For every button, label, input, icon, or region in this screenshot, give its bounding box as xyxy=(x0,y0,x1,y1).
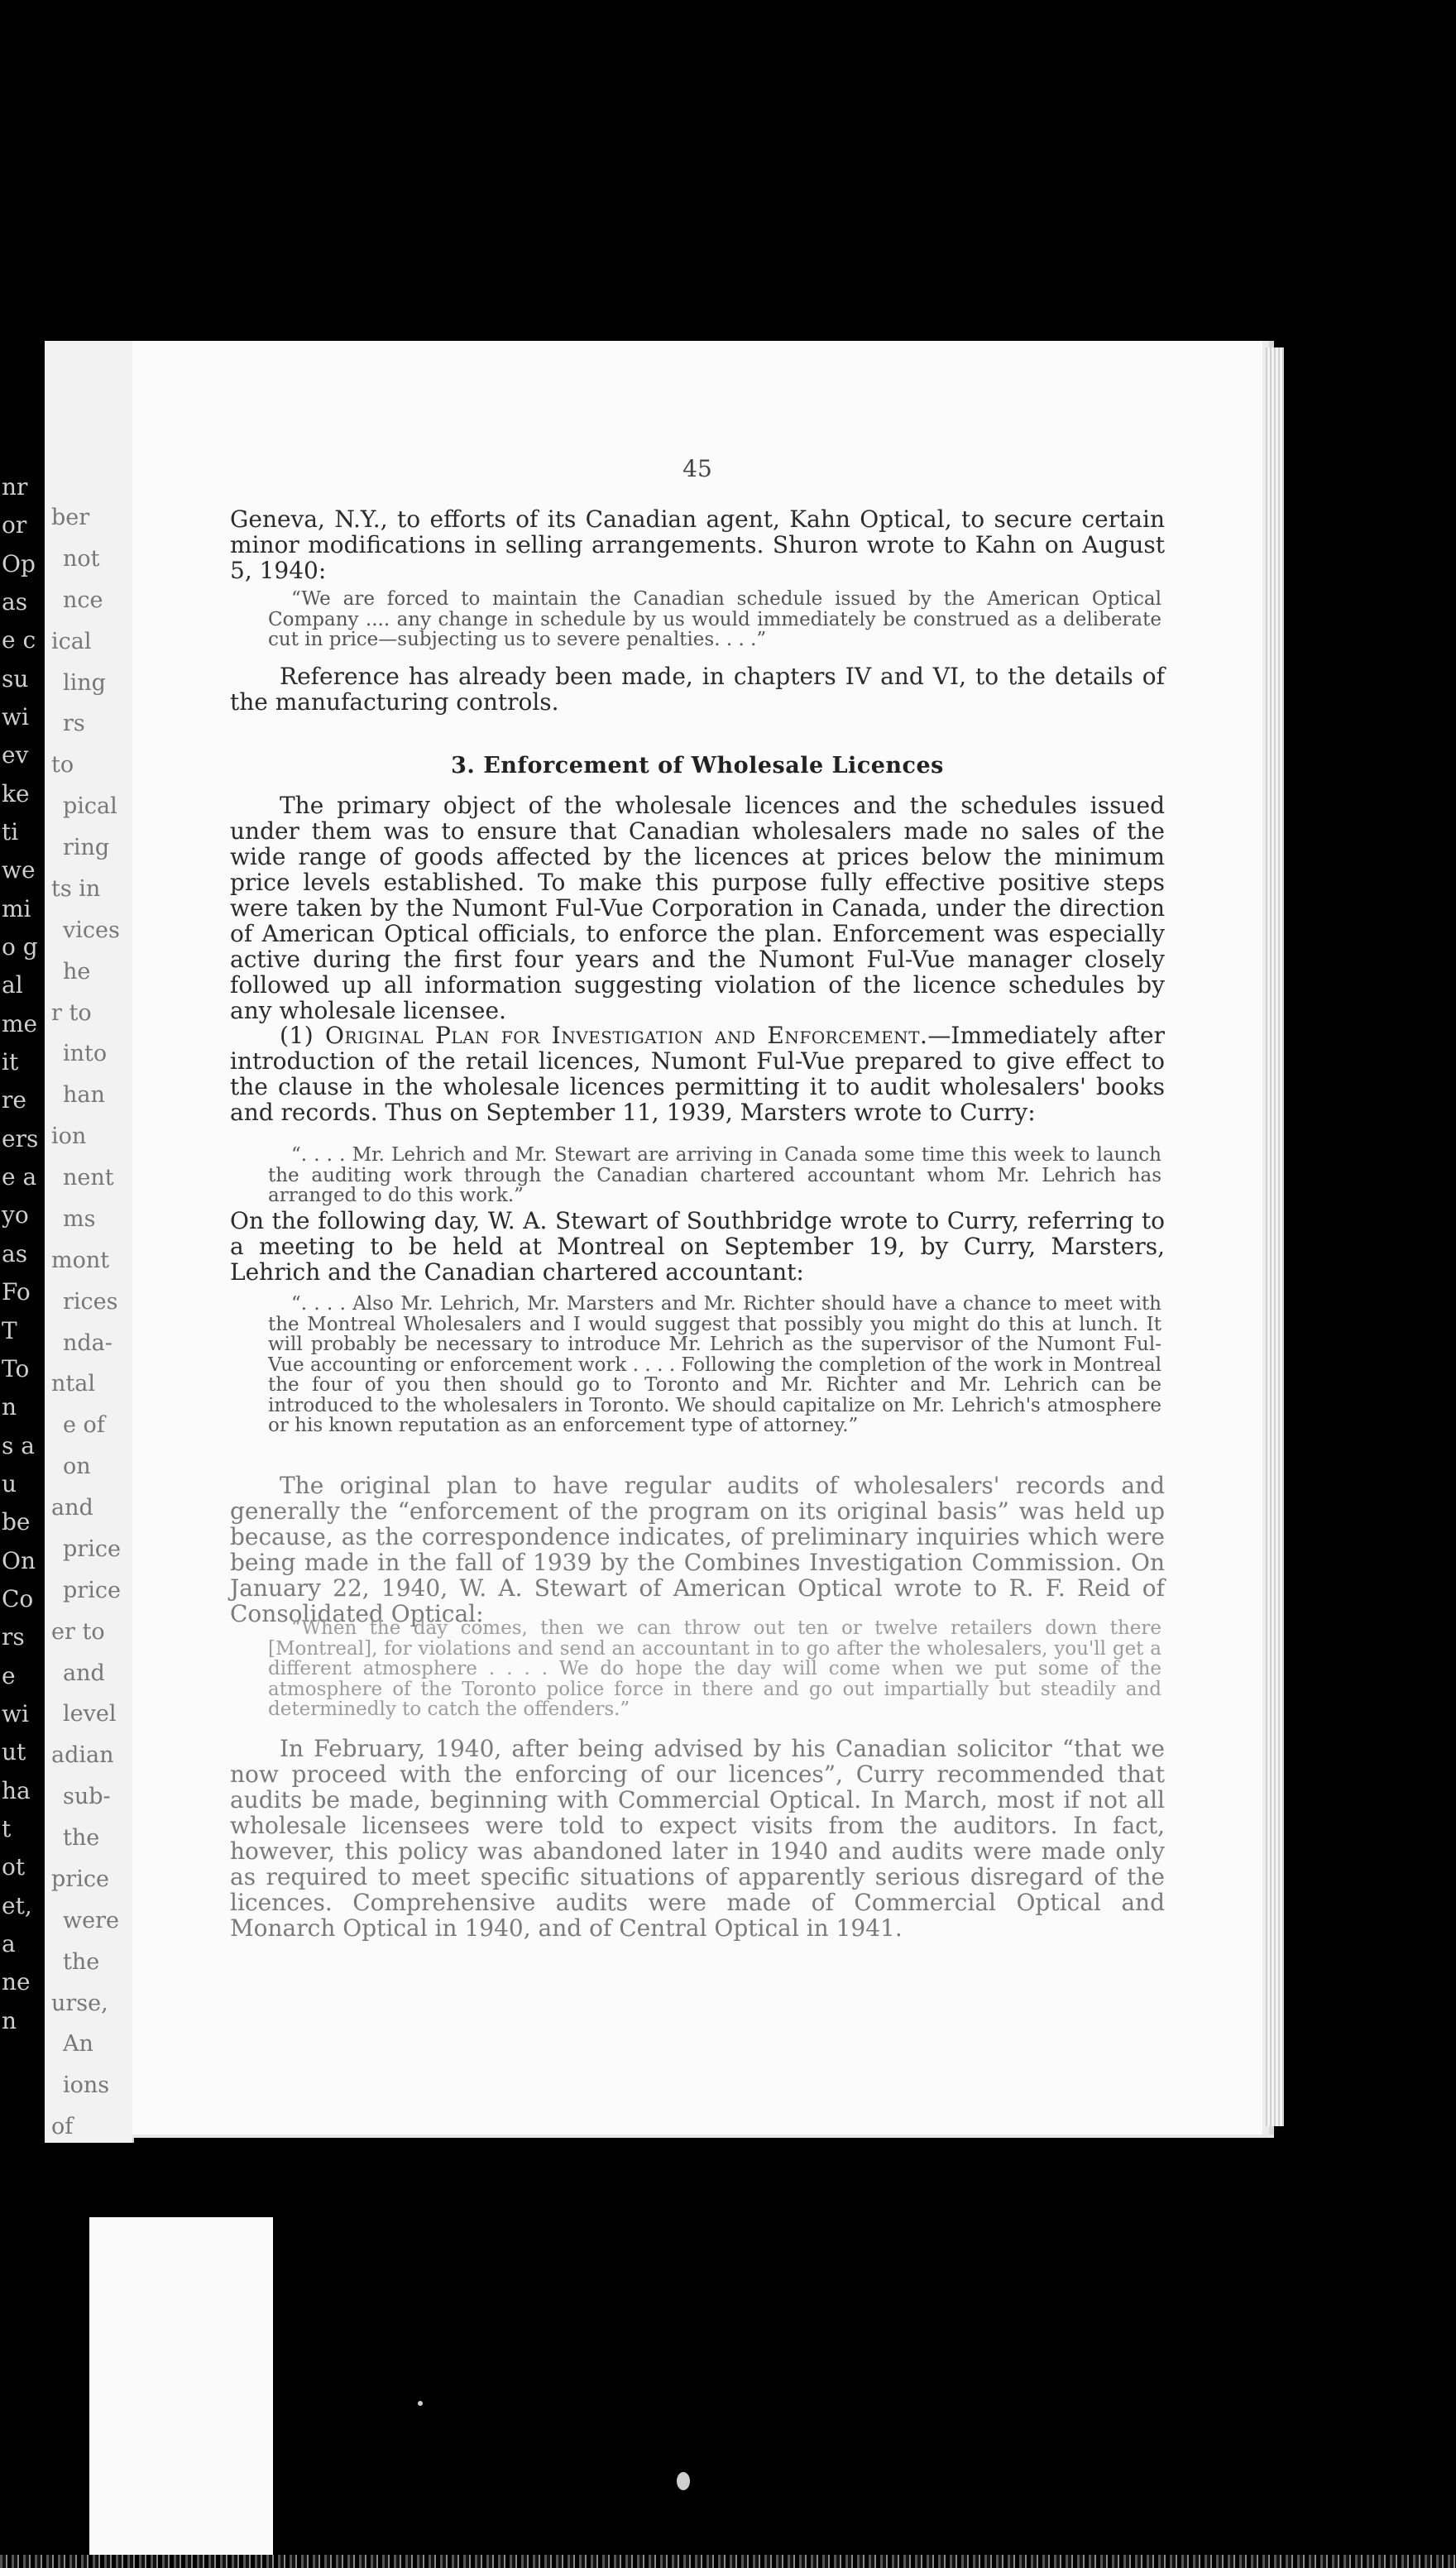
block-quote xyxy=(230,589,1165,650)
facing-page-fragment: price xyxy=(51,1866,109,1892)
facing-page-fragment: adian xyxy=(51,1742,114,1768)
edge-fragment: al xyxy=(2,971,23,999)
edge-fragment: re xyxy=(2,1086,26,1114)
facing-page-fragment: level xyxy=(63,1701,117,1727)
edge-fragment: et, xyxy=(2,1892,32,1919)
facing-page-fragment: ion xyxy=(51,1124,87,1149)
facing-page-fragment: ntal xyxy=(51,1371,95,1397)
edge-fragment: we xyxy=(2,856,36,884)
facing-page-fragment: ling xyxy=(63,670,106,696)
edge-fragment: Co xyxy=(2,1585,34,1612)
paragraph-text: The original plan to have regular audits of wholesalers' records and generally the “enforcement of the program on its original basis” was held up because, as the correspondence indicates, of preliminary inquiries which were being made in the fall of 1939 by the Combines Investigation Commission. On January 22, 1940, W. A. Stewart of American Optical wrote to R. F. Reid of Consolidated Optical: xyxy=(230,1472,1165,1627)
edge-fragment: On xyxy=(2,1547,36,1574)
facing-page-fragment: to xyxy=(51,752,74,778)
block-quote xyxy=(230,1618,1165,1720)
paragraph-text: On the following day, W. A. Stewart of Southbridge wrote to Curry, referring to a meeting to be held at Montreal on September 19, by Curry, Marsters, Lehrich and the Canadian chartered accountant: xyxy=(230,1207,1165,1286)
facing-page-fragment: ber xyxy=(51,505,90,530)
facing-page-fragment: ions xyxy=(63,2072,110,2098)
edge-fragment: Fo xyxy=(2,1278,31,1306)
dust-speck xyxy=(677,2472,690,2490)
edge-fragment: e a xyxy=(2,1163,37,1191)
facing-page-fragment: of xyxy=(51,2114,74,2139)
block-quote xyxy=(230,1294,1165,1436)
facing-page-fragment: nda- xyxy=(63,1330,113,1356)
edge-fragment: yo xyxy=(2,1201,29,1229)
facing-page-fragment: er to xyxy=(51,1619,105,1645)
far-left-page-edge xyxy=(0,331,46,2151)
edge-fragment: wi xyxy=(2,703,29,731)
paragraph xyxy=(230,1023,1165,1125)
facing-page-fragment: han xyxy=(63,1082,105,1108)
edge-fragment: su xyxy=(2,665,29,692)
facing-page-fragment: vices xyxy=(63,917,120,943)
facing-page-fragment: sub- xyxy=(63,1784,111,1809)
paragraph-text: Reference has already been made, in chapters IV and VI, to the details of the manufacturing controls. xyxy=(230,663,1165,716)
facing-page-fragment: nce xyxy=(63,587,103,613)
page-number: 45 xyxy=(682,455,712,482)
facing-page-fragment: e of xyxy=(63,1412,105,1438)
edge-fragment: e c xyxy=(2,626,36,654)
dust-speck xyxy=(418,2401,423,2406)
section-heading xyxy=(230,753,1165,779)
edge-fragment: me xyxy=(2,1010,38,1037)
quote-text: “We are forced to maintain the Canadian schedule issued by the American Optical Company .... any change in schedule by us would immediately be construed as a deliberate cut in price—subjecting us to severe penalties. . . .” xyxy=(268,588,1161,650)
paragraph xyxy=(230,1473,1165,1627)
facing-page-fragment: the xyxy=(63,1825,100,1851)
edge-fragment: ot xyxy=(2,1853,26,1880)
quote-text: “. . . . Also Mr. Lehrich, Mr. Marsters and Mr. Richter should have a chance to meet with the Montreal Wholesalers and I would suggest that possibly you might do this at lunch. It will probably be necessary to introduce Mr. Lehrich as the supervisor of the Numont Ful-Vue accounting or enforcement work . . . . Following the completion of the work in Montreal the four of you then should go to Toronto and Mr. Richter and Mr. Lehrich can be introduced to the wholesalers in Toronto. We should capitalize on Mr. Lehrich's atmosphere or his known reputation as an enforcement type of attorney.” xyxy=(268,1293,1161,1436)
edge-fragment: a xyxy=(2,1930,16,1957)
facing-page-fragment: pical xyxy=(63,793,117,819)
edge-fragment: ne xyxy=(2,1968,31,1995)
paragraph-rest: —Immediately after introduction of the retail licences, Numont Ful-Vue prepared to give effect to the clause in the wholesale licences permitting it to audit wholesalers' books and records. Thus on September 11, 1939, Marsters wrote to Curry: xyxy=(230,1022,1165,1126)
facing-page-fragment: price xyxy=(63,1578,121,1603)
facing-page-fragment: An xyxy=(63,2031,93,2057)
paragraph-text: The primary object of the wholesale licences and the schedules issued under them was to ensure that Canadian wholesalers made no sales of the wide range of goods affected by the licences at prices below the minimum price levels established. To make this purpose fully effective positive steps were taken by the Numont Ful-Vue Corporation in Canada, under the direction of American Optical officials, to enforce the plan. Enforcement was especially active during the first four years and the Numont Ful-Vue manager closely followed up all information suggesting violation of the licence schedules by any wholesale licensee. xyxy=(230,792,1165,1024)
edge-fragment: To xyxy=(2,1355,30,1382)
edge-fragment: T xyxy=(2,1317,17,1344)
paragraph xyxy=(230,1208,1165,1285)
facing-page-fragment: nent xyxy=(63,1165,114,1191)
edge-fragment: wi xyxy=(2,1700,29,1727)
facing-page-fragment: r to xyxy=(51,1000,92,1026)
quote-text: “When the day comes, then we can throw out ten or twelve retailers down there [Montreal], for violations and send an accountant in to go after the wholesalers, you'll get a different atmosphere . . . . We do hope the day will come when we put some of the atmosphere of the Toronto police force in there and go out impartially but steadily and determinedly to catch the offenders.” xyxy=(268,1617,1161,1720)
edge-fragment: o g xyxy=(2,933,38,961)
edge-fragment: t xyxy=(2,1815,12,1842)
facing-page-fragment: price xyxy=(63,1536,121,1562)
facing-page-strip xyxy=(45,341,134,2143)
edge-fragment: as xyxy=(2,588,28,616)
edge-fragment: Op xyxy=(2,550,36,577)
paragraph xyxy=(230,793,1165,1023)
section-heading-text: 3. Enforcement of Wholesale Licences xyxy=(451,753,944,779)
edge-fragment: ut xyxy=(2,1738,26,1766)
paragraph-text: In February, 1940, after being advised by his Canadian solicitor “that we now proceed with the enforcing of our licences”, Curry recommended that audits be made, beginning with Commercial Optical. In March, most if not all wholesale licensees were told to expect visits from the auditors. In fact, however, this policy was abandoned later in 1940 and audits were made only as required to meet specific situations of apparently serious disregard of the licences. Comprehensive audits were made of Commercial Optical and Monarch Optical in 1940, and of Central Optical in 1941. xyxy=(230,1735,1165,1942)
facing-page-fragment: into xyxy=(63,1041,108,1066)
edge-fragment: ha xyxy=(2,1777,31,1804)
subsection-lead: (1) Original Plan for Investigation and Enforcement. xyxy=(280,1022,928,1049)
facing-page-fragment: mont xyxy=(51,1248,110,1273)
paragraph xyxy=(230,1736,1165,1941)
facing-page-fragment: and xyxy=(51,1495,93,1521)
book-page xyxy=(132,341,1274,2138)
edge-fragment: be xyxy=(2,1508,31,1536)
edge-fragment: as xyxy=(2,1240,28,1267)
edge-fragment: s a xyxy=(2,1432,35,1459)
edge-fragment: n xyxy=(2,1393,17,1421)
facing-page-fragment: on xyxy=(63,1454,91,1479)
edge-fragment: rs xyxy=(2,1623,25,1651)
paragraph-text: Geneva, N.Y., to efforts of its Canadian agent, Kahn Optical, to secure certain minor modifications in selling arrangements. Shuron wrote to Kahn on August 5, 1940: xyxy=(230,505,1165,584)
facing-page-fragment: were xyxy=(63,1908,119,1933)
facing-page-fragment: ring xyxy=(63,835,110,860)
edge-fragment: ti xyxy=(2,818,19,846)
edge-fragment: or xyxy=(2,511,27,539)
facing-page-fragment: not xyxy=(63,546,100,572)
edge-fragment: e xyxy=(2,1662,16,1689)
paragraph-text xyxy=(230,1023,1165,1125)
facing-page-fragment: ical xyxy=(51,629,92,654)
edge-fragment: mi xyxy=(2,895,31,922)
scan-bottom-edge xyxy=(0,2555,1456,2568)
quote-text: “. . . . Mr. Lehrich and Mr. Stewart are arriving in Canada some time this week to launch the auditing work through the Canadian chartered accountant whom Mr. Lehrich has arranged to do this work.” xyxy=(268,1144,1161,1206)
edge-fragment: n xyxy=(2,2007,17,2034)
facing-page-fragment: urse, xyxy=(51,1991,108,2016)
facing-page-fragment: ts in xyxy=(51,876,101,902)
facing-page-fragment: the xyxy=(63,1949,100,1975)
page-stack-edge xyxy=(1266,347,1284,2126)
edge-fragment: u xyxy=(2,1470,17,1497)
facing-page-fragment: rices xyxy=(63,1289,118,1315)
facing-page-fragment: rs xyxy=(63,711,85,736)
facing-page-fragment: ms xyxy=(63,1206,96,1232)
white-card xyxy=(89,2217,273,2568)
edge-fragment: nr xyxy=(2,473,28,501)
facing-page-fragment: and xyxy=(63,1660,105,1686)
edge-fragment: ev xyxy=(2,741,29,769)
edge-fragment: ers xyxy=(2,1125,39,1152)
paragraph-continued xyxy=(230,506,1165,583)
edge-fragment: it xyxy=(2,1048,19,1076)
block-quote xyxy=(230,1145,1165,1206)
paragraph xyxy=(230,664,1165,715)
facing-page-fragment: he xyxy=(63,959,91,985)
edge-fragment: ke xyxy=(2,780,30,807)
